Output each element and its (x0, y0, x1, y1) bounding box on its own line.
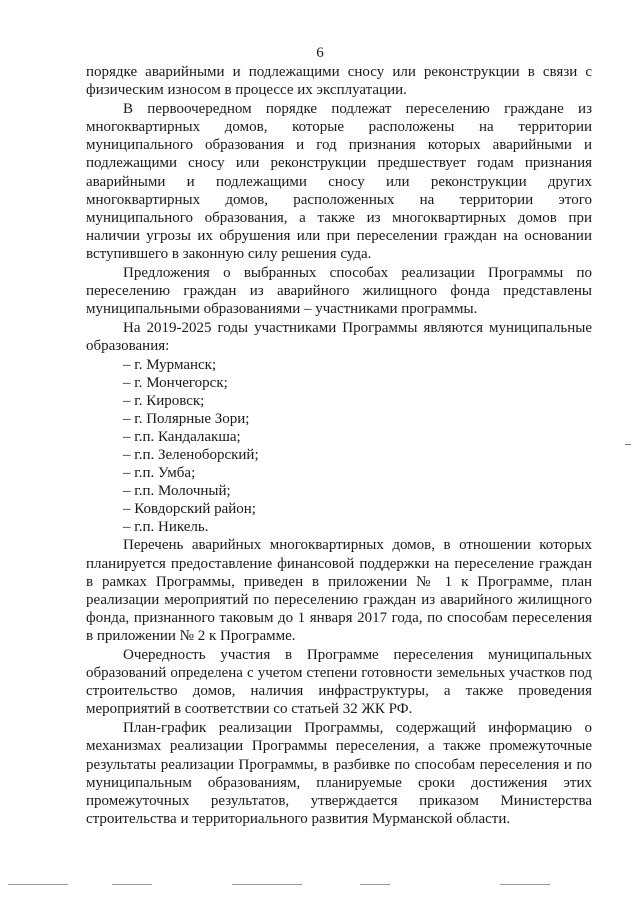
paragraph-emergency-houses-list: Перечень аварийных многоквартирных домов, в отношении которых планируется предоставление финансовой поддержки на переселение граждан в рамках Программы, приведен в приложении № 1 к Программе, план реализации мероприятий по переселению граждан из аварийного жилищного фонда, признанного таковым до 1 января 2017 года, по способам переселения в приложении № 2 к Программе. (86, 537, 592, 644)
list-item: – г. Кировск; (123, 392, 592, 410)
scan-artifact (360, 884, 390, 885)
paragraph-priority-resettlement: В первоочередном порядке подлежат переселению граждане из многоквартирных домов, которые расположены на территории муниципального образования и год признания которых аварийными и подлежащими сносу или реконструкции предшествует годам признания аварийными и подлежащими сносу или реконструкции других многоквартирных домов, расположенных на территории этого муниципального образования, а также из многоквартирных домов при наличии угрозы их обрушения или при переселении граждан на основании вступившего в законную силу решения суда. (86, 101, 592, 262)
paragraph-proposals: Предложения о выбранных способах реализации Программы по переселению граждан из аварийного жилищного фонда представлены муниципальными образованиями – участниками программы. (86, 265, 592, 318)
scan-artifact (625, 444, 631, 445)
scan-artifact (500, 884, 550, 885)
list-item: – г.п. Кандалакша; (123, 428, 592, 446)
list-item: – г. Мурманск; (123, 356, 592, 374)
document-body (86, 63, 592, 828)
list-item: – г.п. Умба; (123, 464, 592, 482)
paragraph-participants-intro: На 2019-2025 годы участниками Программы являются муниципальные образования: (86, 320, 592, 355)
page-number: 6 (316, 45, 324, 61)
scan-artifact (112, 884, 152, 885)
scan-artifact (8, 884, 68, 885)
paragraph-schedule: План-график реализации Программы, содержащий информацию о механизмах реализации Программы переселения, а также промежуточные результаты реализации Программы, в разбивке по способам переселения и по муниципальным образованиям, планируемые сроки достижения этих промежуточных результатов, утверждается приказом Министерства строительства и территориального развития Мурманской области. (86, 720, 592, 827)
list-item: – г.п. Никель. (123, 518, 592, 536)
scan-artifact (232, 884, 302, 885)
paragraph-continuation: порядке аварийными и подлежащими сносу или реконструкции в связи с физическим износом в процессе их эксплуатации. (86, 64, 592, 99)
list-item: – г.п. Молочный; (123, 482, 592, 500)
participants-list (86, 356, 592, 537)
list-item: – г.п. Зеленоборский; (123, 446, 592, 464)
list-item: – г. Мончегорск; (123, 374, 592, 392)
paragraph-participation-order: Очередность участия в Программе переселения муниципальных образований определена с учетом степени готовности земельных участков под строительство домов, наличия инфраструктуры, а также проведения мероприятий в соответствии со статьей 32 ЖК РФ. (86, 647, 592, 718)
list-item: – г. Полярные Зори; (123, 410, 592, 428)
list-item: – Ковдорский район; (123, 500, 592, 518)
